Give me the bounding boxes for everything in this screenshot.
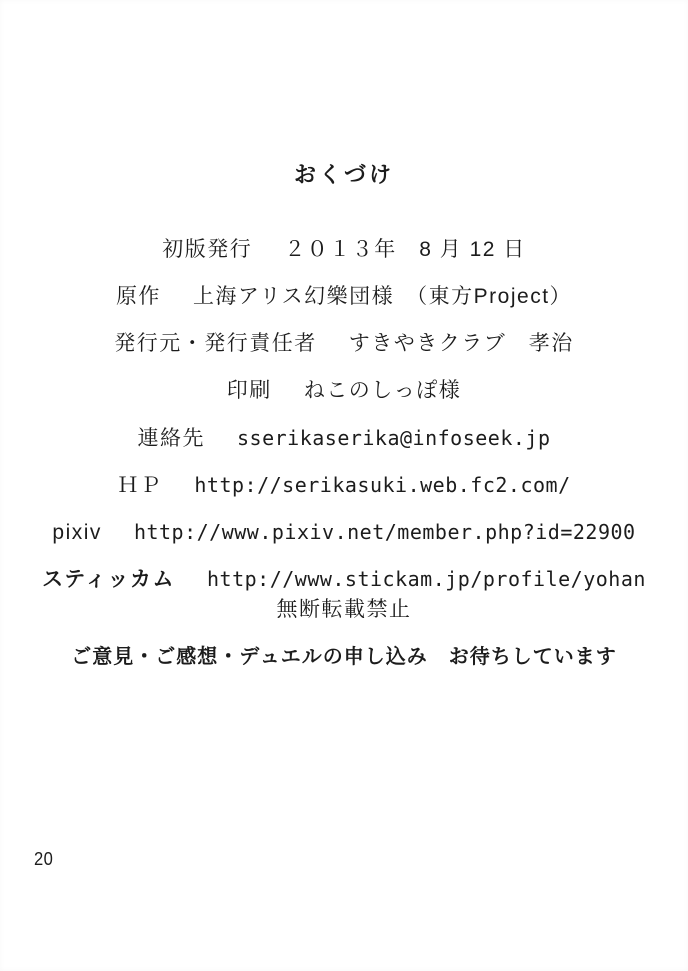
entry-label: 印刷 — [226, 379, 272, 402]
entry-value: ねこのしっぽ様 — [303, 379, 462, 402]
entry-value: すきやきクラブ 孝治 — [348, 332, 574, 355]
page-number: 20 — [34, 849, 54, 869]
entry-label: ＨＰ — [117, 474, 163, 497]
no-reprint-notice: 無断転載禁止 — [276, 598, 412, 621]
colophon-row-original-work — [0, 284, 688, 310]
entry-label: pixiv — [52, 521, 102, 544]
colophon-entries — [0, 237, 688, 592]
page-title: おくづけ — [293, 162, 394, 187]
pixiv-url-text: http://www.pixiv.net/member.php?id=22900 — [133, 520, 636, 544]
closing-message: ご意見・ご感想・デュエルの申し込み お待ちしています — [71, 646, 617, 668]
colophon-row-stickam — [0, 566, 688, 592]
entry-label: 原作 — [115, 285, 161, 308]
entry-value: ２０１３年 8 月 12 日 — [284, 238, 526, 261]
entry-label: スティッカム — [42, 567, 175, 591]
colophon-row-homepage — [0, 472, 688, 498]
entry-value: 上海アリス幻樂団様 （東方Project） — [192, 285, 573, 308]
colophon-row-pixiv — [0, 519, 688, 545]
stickam-url-text: http://www.stickam.jp/profile/yohan — [206, 567, 646, 591]
contact-email-text: sserikaserika@infoseek.jp — [236, 426, 551, 450]
colophon-row-first-edition — [0, 237, 688, 263]
entry-label: 発行元・発行責任者 — [114, 332, 317, 355]
colophon-row-contact-email — [0, 425, 688, 451]
entry-label: 初版発行 — [162, 238, 253, 261]
entry-label: 連絡先 — [137, 427, 205, 450]
colophon-row-printer — [0, 378, 688, 404]
colophon-row-publisher — [0, 331, 688, 357]
homepage-url-text: http://serikasuki.web.fc2.com/ — [194, 473, 571, 497]
